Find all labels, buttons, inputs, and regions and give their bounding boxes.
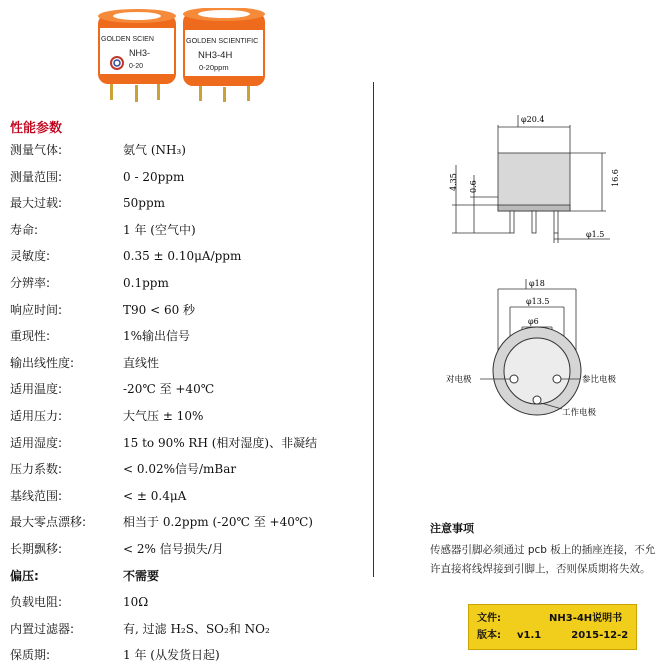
label-reference-electrode: 参比电极 xyxy=(582,375,617,385)
dim-outer: φ18 xyxy=(529,279,545,288)
dim-left-inner: 0.6 xyxy=(469,180,478,193)
notes-title: 注意事项 xyxy=(430,522,474,535)
spec-value: 相当于 0.2ppm (-20℃ 至 +40℃) xyxy=(123,515,313,530)
sensor-right xyxy=(183,8,265,102)
vertical-divider xyxy=(373,82,374,577)
spec-label: 适用湿度: xyxy=(10,435,63,450)
spec-label: 寿命: xyxy=(10,222,39,237)
spec-label: 适用温度: xyxy=(10,382,63,397)
spec-value: < 0.02%信号/mBar xyxy=(123,462,237,477)
spec-value: 1 年 (从发货日起) xyxy=(123,648,220,663)
spec-label: 基线范围: xyxy=(10,488,63,503)
file-row xyxy=(477,612,622,626)
spec-value: < 2% 信号损失/月 xyxy=(123,542,224,556)
spec-value: 0 - 20ppm xyxy=(123,169,185,184)
sensor-left-brand: GOLDEN SCIEN xyxy=(101,36,154,43)
spec-label: 压力系数: xyxy=(10,462,63,477)
sensor-left-range: 0-20 xyxy=(129,63,144,70)
dim-left-outer: 4.35 xyxy=(449,173,458,191)
dim-inner: φ6 xyxy=(528,317,539,326)
sensor-left xyxy=(98,9,176,102)
spec-label: 输出线性度: xyxy=(10,355,75,370)
spec-value: 15 to 90% RH (相对湿度)、非凝结 xyxy=(123,435,318,450)
spec-value: 1 年 (空气中) xyxy=(123,222,196,237)
spec-value: 50ppm xyxy=(123,196,166,211)
spec-label: 偏压: xyxy=(10,568,39,583)
label-working-electrode: 工作电极 xyxy=(562,408,597,418)
document-info-box xyxy=(468,604,637,650)
spec-label: 长期飘移: xyxy=(10,542,63,556)
dim-right: 16.6 xyxy=(611,169,620,187)
spec-label: 负载电阻: xyxy=(10,595,63,610)
spec-value: -20℃ 至 +40℃ xyxy=(123,382,215,397)
spec-value: T90 < 60 秒 xyxy=(123,302,196,317)
spec-label: 内置过滤器: xyxy=(10,621,75,636)
spec-label: 保质期: xyxy=(10,648,51,663)
spec-label: 分辨率: xyxy=(10,276,51,290)
spec-value: 有, 过滤 H₂S、SO₂和 NO₂ xyxy=(123,621,270,636)
spec-value: 10Ω xyxy=(123,595,149,610)
sensor-right-brand: GOLDEN SCIENTIFIC xyxy=(186,36,259,45)
dim-top: φ20.4 xyxy=(521,115,545,124)
spec-value: < ± 0.4μA xyxy=(123,488,187,503)
spec-label: 灵敏度: xyxy=(10,249,51,264)
version-value: v1.1 xyxy=(517,630,542,641)
version-key: 版本: xyxy=(477,630,501,641)
sensor-right-range: 0-20ppm xyxy=(199,63,229,72)
file-value: NH3-4H说明书 xyxy=(549,613,623,624)
date-value: 2015-12-2 xyxy=(571,630,629,641)
sensor-bottom-drawing xyxy=(440,275,645,430)
sensor-photo xyxy=(95,8,270,104)
dim-mid: φ13.5 xyxy=(526,297,550,306)
spec-value: 直线性 xyxy=(123,355,160,370)
spec-label: 测量范围: xyxy=(10,169,63,184)
version-row xyxy=(477,629,628,643)
spec-value: 氨气 (NH₃) xyxy=(123,143,186,157)
spec-value: 不需要 xyxy=(123,568,160,583)
file-key: 文件: xyxy=(477,613,501,624)
spec-label: 响应时间: xyxy=(10,302,63,317)
spec-label: 重现性: xyxy=(10,329,51,344)
sensor-right-model: NH3-4H xyxy=(198,50,233,61)
spec-value: 1%输出信号 xyxy=(123,329,191,344)
spec-value: 0.1ppm xyxy=(123,276,169,290)
spec-label: 最大零点漂移: xyxy=(10,515,87,530)
section-title: 性能参数 xyxy=(10,121,63,136)
spec-label: 适用压力: xyxy=(10,409,63,423)
sensor-left-model: NH3- xyxy=(129,48,151,58)
spec-label: 最大过载: xyxy=(10,196,63,211)
spec-value: 0.35 ± 0.10μA/ppm xyxy=(123,249,242,264)
spec-label: 测量气体: xyxy=(10,143,63,157)
notes-text: 传感器引脚必须通过 pcb 板上的插座连接，不允许直接将线焊接到引脚上，否则保质期将失效。 xyxy=(430,544,656,575)
label-counter-electrode: 对电极 xyxy=(446,375,472,385)
spec-value: 大气压 ± 10% xyxy=(123,409,204,423)
dim-pin: φ1.5 xyxy=(586,230,605,239)
sensor-side-drawing xyxy=(430,105,640,260)
